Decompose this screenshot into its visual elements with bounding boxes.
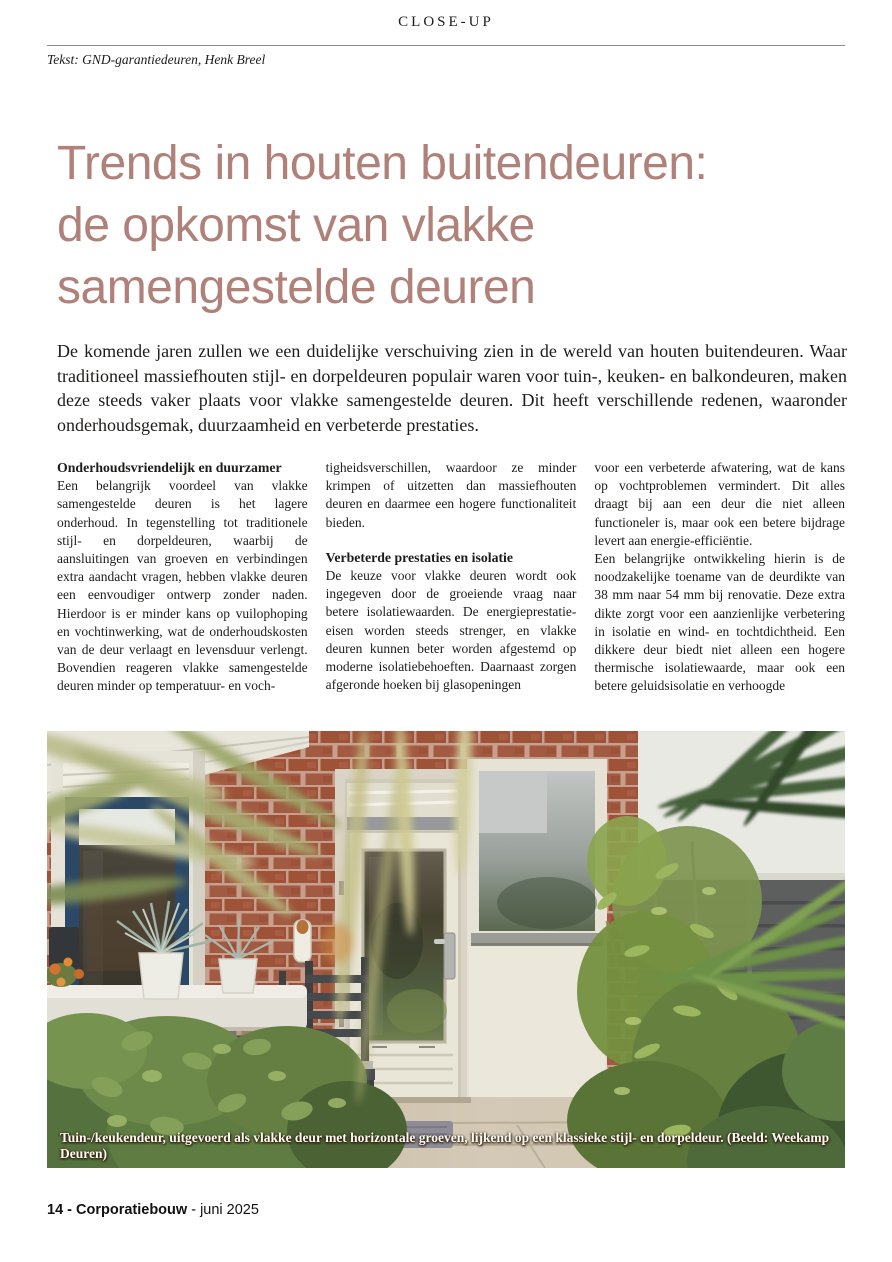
wall-lamp [294, 920, 312, 968]
article-column-3 [594, 459, 845, 696]
article-title-line-1: Trends in houten buitendeuren: [57, 137, 708, 190]
column2-heading: Verbeterde prestaties en isolatie [325, 549, 514, 565]
section-label: CLOSE-UP [398, 14, 494, 30]
footer-page-label: 14 - Corporatiebouw [47, 1202, 188, 1218]
article-title-line-3: samengestelde deuren [57, 261, 536, 314]
column1-heading: Onderhoudsvriendelijk en duurzamer [57, 460, 282, 475]
footer-issue-label: - juni 2025 [187, 1202, 259, 1218]
article-title [57, 133, 859, 319]
photo-caption: Tuin-/keukendeur, uitgevoerd als vlakke deur met horizontale groeven, lijkend op een klassieke stijl- en dorpeldeur. (Beeld: Weekamp Deuren) [60, 1130, 830, 1161]
article-intro: De komende jaren zullen we een duidelijke verschuiving zien in de wereld van houten buitendeuren. Waar traditioneel massiefhouten stijl- en dorpeldeuren populair waren voor tuin-, keuken- en balkondeuren, maken deze steeds vaker plaats voor vlakke samengestelde deuren. Dit heeft verschillende redenen, waaronder onderhoudsgemak, duurzaamheid en verbeterde prestaties. [57, 341, 847, 435]
column2-paragraph-1: tigheidsverschillen, waardoor ze minder krimpen of uitzetten dan massiefhouten deuren en daarmee een hogere functionaliteit bieden. [325, 460, 577, 530]
column3-paragraph-2: Een belangrijke ontwikkeling hierin is de noodzakelijke toename van de deurdikte van 38 mm naar 54 mm bij renovatie. Deze extra dikte zorgt voor een aanzienlijke verbetering in isolatie en wind- en tochtdichtheid. Een dikkere deur biedt niet alleen een hogere thermische isolatiewaarde, maar ook een betere geluidsisolatie en verhoogde [594, 551, 845, 694]
column3-paragraph-1: voor een verbeterde afwatering, wat de kans op vochtproblemen vermindert. Dit alles draagt bij aan een deur die niet alleen functioneler is, maar ook een betere bijdrage levert aan energie-efficiëntie. [594, 460, 845, 548]
column1-paragraph: Een belangrijk voordeel van vlakke samengestelde deuren is het lagere onderhoud. In tegenstelling tot traditionele stijl- en dorpeldeuren, waarbij de aansluitingen van groeven en verbindingen extra aandacht vragen, hebben vlakke deuren een eenvoudiger ontwerp zonder naden. Hierdoor is er minder kans op vuilophoping en vochtinwerking, wat de onderhoudskosten van de deur verlaagt en levensduur verlengt. Bovendien reageren vlakke samengestelde deuren minder op temperatuur- en voch- [57, 478, 308, 694]
article-photo [47, 731, 845, 1168]
article-column-2 [326, 459, 577, 696]
byline: Tekst: GND-garantiedeuren, Henk Breel [47, 52, 266, 67]
article-title-line-2: de opkomst van vlakke [57, 199, 535, 252]
article-column-1 [57, 459, 308, 696]
header-divider [47, 45, 845, 46]
page-footer [47, 1202, 259, 1218]
column2-paragraph-2: De keuze voor vlakke deuren wordt ook ingegeven door de groeiende vraag naar betere isolatiewaarden. De energieprestatie-eisen worden steeds strenger, en vlakke deuren kunnen beter worden afgestemd op moderne isolatiebehoeften. Daarnaast zorgen afgeronde hoeken bij glasopeningen [325, 568, 577, 693]
side-window-panel [467, 759, 607, 1107]
garden-door-illustration [47, 731, 845, 1168]
article-columns [57, 459, 845, 696]
